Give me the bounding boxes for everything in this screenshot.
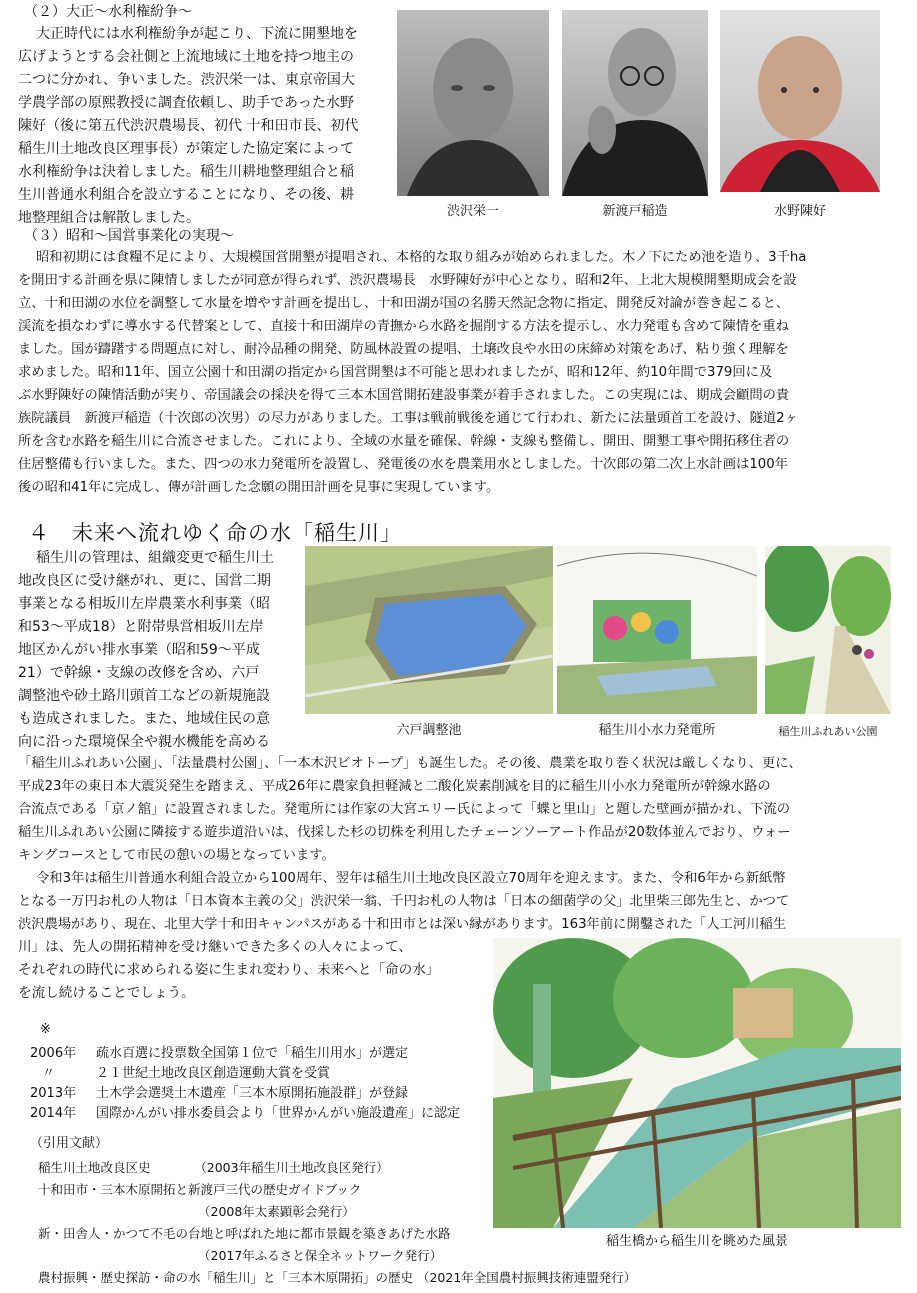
section3-line: 渓流を損なわずに導水する代替案として、直接十和田湖岸の青撫から水路を掘削する方法を提示し、水力発電も含めて陳情を重ね — [18, 319, 789, 334]
photo-caption: 六戸調整池 — [396, 723, 462, 738]
photo-rokunohe-reservoir — [305, 546, 553, 714]
photo-caption: 稲生橋から稲生川を眺めた風景 — [605, 1234, 788, 1249]
section2-line: 地整理組合は解散しました。 — [18, 210, 200, 226]
section4-full-body — [18, 752, 802, 936]
award-row — [30, 1084, 460, 1104]
section4-line: 稲生川の管理は、組織変更で稲生川土 — [36, 550, 274, 566]
section3-line: ました。国が躊躇する問題点に対し、耐冷品種の開発、防風林設置の提唱、土壌改良や水田の床締め対策をあげ、粘り強く理解を — [18, 342, 789, 357]
portrait-nitobe — [562, 10, 708, 196]
photo-caption: 稲生川小水力発電所 — [598, 723, 716, 738]
section2-line: 水利権紛争は決着しました。稲生川耕地整理組合と稲 — [18, 164, 354, 180]
refs-list — [38, 1157, 636, 1289]
ref-line: （2008年太素顕彰会発行） — [198, 1204, 355, 1219]
section3-line: 後の昭和41年に完成し、傳が計画した念願の開田計画を見事に実現しています。 — [18, 480, 500, 495]
section4-line: 和53～平成18）と附帯県営相坂川左岸 — [18, 619, 264, 635]
awards-list — [30, 1044, 460, 1124]
portrait-mizuno — [720, 10, 880, 192]
award-row — [30, 1044, 460, 1064]
section2-line: 大正時代には水利権紛争が起こり、下流に開墾地を — [36, 26, 358, 42]
section4-line: 合流点である「京ノ舘」に設置されました。発電所には作家の大宮エリー氏によって「蝶と里山」と題した壁画が描かれ、下流の — [18, 802, 791, 817]
award-text: ２１世紀土地改良区創造運動大賞を受賞 — [96, 1066, 331, 1081]
section4-line: 調整池や砂土路川頭首工などの新規施設 — [18, 688, 270, 704]
section4-line: 事業となる相坂川左岸農業水利事業（昭 — [18, 596, 270, 612]
section4-line: 稲生川ふれあい公園に隣接する遊歩道沿いは、伐採した杉の切株を利用したチェーンソーアート作品が20数体並んでおり、ウォー — [18, 825, 791, 840]
section4-tail-body — [18, 936, 439, 1005]
award-row — [30, 1104, 460, 1124]
portrait-shibusawa — [397, 10, 549, 196]
section3-body — [18, 246, 806, 499]
section4-line: それぞれの時代に求められる姿に生まれ変わり、未来へと「命の水」 — [18, 962, 440, 978]
ref-line: 稲生川土地改良区史 （2003年稲生川土地改良区発行） — [38, 1160, 389, 1175]
section2-line: 二つに分かれ、争いました。渋沢栄一は、東京帝国大 — [18, 72, 355, 88]
section3-line: を開田する計画を県に陳情しましたが同意が得られず、渋沢農場長 水野陳好が中心となり、昭和2年、上北大規模開墾期成会を設 — [18, 273, 797, 288]
section4-line: 「稲生川ふれあい公園」、「法量農村公園」、「一本木沢ビオトープ」も誕生した。その後、農業を取り巻く状況は厳しくなり、更に、 — [18, 756, 802, 771]
section4-line: 平成23年の東日本大震災発生を踏まえ、平成26年に農家負担軽減と二酸化炭素削減を目的に稲生川小水力発電所が幹線水路の — [18, 779, 771, 794]
ref-line: 十和田市・三本木原開拓と新渡戸三代の歴史ガイドブック — [38, 1182, 362, 1197]
section2-body — [18, 23, 358, 230]
photo-hydro-plant — [557, 546, 757, 714]
portrait-caption: 渋沢栄一 — [446, 204, 499, 219]
ref-line: （2017年ふるさと保全ネットワーク発行） — [198, 1248, 443, 1263]
section2-heading: （２）大正～水利権紛争～ — [24, 4, 192, 20]
section4-line: となる一万円お札の人物は「日本資本主義の父」渋沢栄一翁、千円お札の人物は「日本の細菌学の父」北里柴三郎先生と、かつて — [18, 894, 790, 909]
section4-line: キングコースとして市民の憩いの場となっています。 — [18, 848, 335, 863]
section4-line: 川」は、先人の開拓精神を受け継いできた多くの人々によって、 — [18, 939, 412, 955]
section4-line: 令和3年は稲生川普通水利組合設立から100周年、翌年は稲生川土地改良区設立70周年を迎えます。また、令和6年から新紙幣 — [36, 871, 786, 886]
award-year: 〃 — [42, 1066, 56, 1081]
ref-line: 農村振興・歴史探訪・命の水「稲生川」と「三本木原開拓」の歴史 （2021年全国農村振興技術連盟発行） — [38, 1270, 637, 1285]
award-row — [30, 1064, 460, 1084]
portrait-caption: 水野陳好 — [773, 204, 826, 219]
award-text: 土木学会選奨土木遺産「三本木原開拓施設群」が登録 — [96, 1086, 409, 1101]
award-text: 国際かんがい排水委員会より「世界かんがい施設遺産」に認定 — [96, 1106, 461, 1121]
section3-line: 所を含む水路を稲生川に合流させました。これにより、全域の水量を確保、幹線・支線も整備し、開田、開墾工事や開拓移住者の — [18, 434, 790, 449]
section4-line: 地区かんがい排水事業（昭和59～平成 — [18, 642, 260, 658]
award-year: 2014年 — [30, 1106, 77, 1121]
section4-line: 21）で幹線・支線の改修を含め、六戸 — [18, 665, 260, 681]
section3-line: ぶ水野陳好の陳情活動が実り、帝国議会の採決を得て三本木国営開拓建設事業が着手されました。この実現には、期成会顧問の貴 — [18, 388, 790, 403]
photo-fureai-park — [765, 546, 891, 714]
award-year: 2013年 — [30, 1086, 77, 1101]
section2-line: 学農学部の原熙教授に調査依頼し、助手であった水野 — [18, 95, 354, 111]
section4-line: 渋沢農場があり、現在、北里大学十和田キャンパスがある十和田市とは深い縁があります。163年前に開鑿された「人工河川稲生 — [18, 917, 787, 932]
award-text: 疏水百選に投票数全国第１位で「稲生川用水」が選定 — [96, 1046, 409, 1061]
section3-line: 立、十和田湖の水位を調整して水量を増やす計画を提出し、十和田湖が国の名勝天然記念物に指定、開発反対論が巻き起こると、 — [18, 296, 790, 311]
photo-caption: 稲生川ふれあい公園 — [778, 725, 878, 738]
section3-line: 昭和初期には食糧不足により、大規模国営開墾が提唱され、本格的な取り組みが始められました。木ノ下にため池を造り、3千ha — [36, 250, 807, 265]
section2-line: 陳好（後に第五代渋沢農場長、初代 十和田市長、初代 — [18, 118, 359, 134]
section4-line: を流し続けることでしょう。 — [18, 985, 195, 1001]
section4-line: 地改良区に受け継がれ、更に、国営二期 — [18, 573, 271, 589]
section3-line: 住居整備も行いました。また、四つの水力発電所を設置し、発電後の水を農業用水としました。十次郎の第二次上水計画は100年 — [18, 457, 789, 472]
section4-line: 向に沿った環境保全や親水機能を高める — [18, 734, 270, 750]
award-year: 2006年 — [30, 1046, 77, 1061]
ref-line: 新・田舎人・かつて不毛の台地と呼ばれた地に都市景観を築きあげた水路 — [38, 1226, 451, 1241]
section3-heading: （３）昭和～国営事業化の実現～ — [24, 228, 234, 244]
section2-line: 広げようとする会社側と上流地域に土地を持つ地主の — [18, 49, 354, 65]
section4-left-body — [18, 547, 274, 754]
section2-line: 稲生川土地改良区理事長）が策定した協定案によって — [18, 141, 354, 157]
section3-line: 族院議員 新渡戸稲造（十次郎の次男）の尽力がありました。工事は戦前戦後を通じて行われ、新たに法量頭首工を設け、隧道2ヶ — [18, 411, 798, 426]
section3-line: 求めました。昭和11年、国立公園十和田湖の指定から国営開墾は不可能と思われましたが、昭和12年、約10年間で379回に及 — [18, 365, 773, 380]
section4-heading: ４ 未来へ流れゆく命の水「稲生川」 — [28, 521, 402, 545]
refs-heading: （引用文献） — [30, 1136, 109, 1151]
section4-line: も造成されました。また、地域住民の意 — [18, 711, 270, 727]
section2-line: 生川普通水利組合を設立することになり、その後、耕 — [18, 187, 354, 203]
notes-mark: ※ — [40, 1022, 51, 1037]
portrait-caption: 新渡戸稲造 — [602, 204, 668, 219]
